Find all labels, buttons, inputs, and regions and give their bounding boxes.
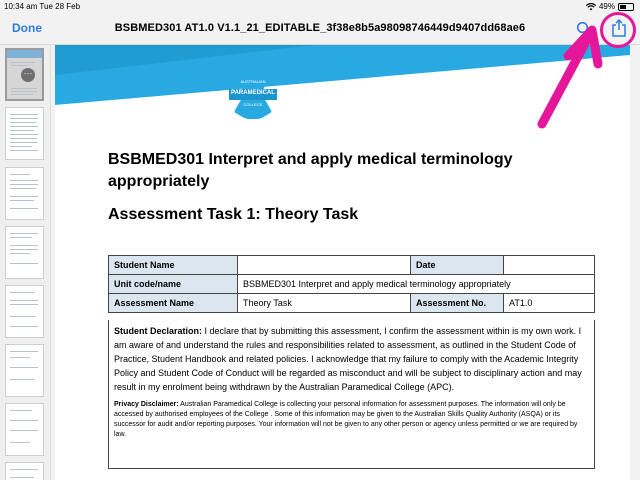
table-row	[109, 275, 595, 294]
annotation-arrow	[530, 12, 610, 132]
assessment-no-label: Assessment No.	[411, 294, 504, 313]
assessment-info-table	[108, 255, 595, 313]
page-thumbnail[interactable]	[5, 48, 44, 101]
privacy-label: Privacy Disclaimer:	[114, 401, 179, 408]
college-logo	[225, 65, 281, 121]
status-time: 10:34 am Tue 28 Feb	[4, 2, 81, 11]
assessment-no-value: AT1.0	[504, 294, 595, 313]
declaration-text: I declare that by submitting this assessment, I confirm the assessment within is my own work. I am aware of and understand the rules and responsibilities related to assessment, as outlined in the Student Code of Practice, Student Handbook and related policies. I acknowledge that my failure to comply with the Academic Integrity Policy and Student Code of Conduct will be regarded as misconduct and will be subject to disciplinary action and may result in my enrolment being withdrawn by the Australian Paramedical College (APC).	[114, 326, 582, 392]
student-name-label: Student Name	[109, 256, 238, 275]
battery-icon	[618, 3, 634, 11]
assessment-name-value: Theory Task	[238, 294, 411, 313]
page-thumbnail[interactable]	[5, 462, 44, 480]
declaration-box	[108, 320, 595, 469]
wifi-icon	[586, 3, 596, 11]
document-subheading: Assessment Task 1: Theory Task	[108, 206, 359, 223]
page-thumbnail[interactable]	[5, 107, 44, 160]
page-thumbnail[interactable]	[5, 167, 44, 220]
battery-percent: 49%	[598, 2, 615, 11]
logo-text-main: PARAMEDICAL	[231, 90, 275, 96]
unit-code-value: BSBMED301 Interpret and apply medical terminology appropriately	[238, 275, 595, 294]
student-name-field[interactable]	[238, 256, 411, 275]
table-row	[109, 294, 595, 313]
student-declaration	[114, 324, 589, 394]
document-title: BSBMED301 AT1.0 V1.1_21_EDITABLE_3f38e8b5a98098746449d9407dd68ae6	[114, 22, 526, 34]
table-row	[109, 256, 595, 275]
page-thumbnail[interactable]	[5, 285, 44, 338]
logo-text-bottom: COLLEGE	[243, 102, 263, 107]
declaration-label: Student Declaration:	[114, 326, 203, 336]
more-options-icon[interactable]: ···	[21, 68, 35, 82]
page-thumbnail[interactable]	[5, 226, 44, 279]
privacy-text: Australian Paramedical College is collecting your personal information for assessment purposes. The information will only be accessed by authorised employees of the College . Some of this information may be given to the Australian Skills Quality Authority (ASQA) or its successor for audit and/or reporting purposes. Your information will not be given to any other person or agency unless permitted or we are required by law.	[114, 401, 578, 438]
document-heading: BSBMED301 Interpret and apply medical terminology appropriately	[108, 151, 513, 190]
logo-text-top: AUSTRALIAN	[240, 79, 266, 84]
done-button[interactable]: Done	[12, 21, 42, 35]
unit-code-label: Unit code/name	[109, 275, 238, 294]
assessment-name-label: Assessment Name	[109, 294, 238, 313]
page-thumbnails	[0, 45, 51, 480]
page-thumbnail[interactable]	[5, 403, 44, 456]
date-label: Date	[411, 256, 504, 275]
page-thumbnail[interactable]	[5, 344, 44, 397]
privacy-disclaimer	[114, 400, 589, 440]
date-field[interactable]	[504, 256, 595, 275]
